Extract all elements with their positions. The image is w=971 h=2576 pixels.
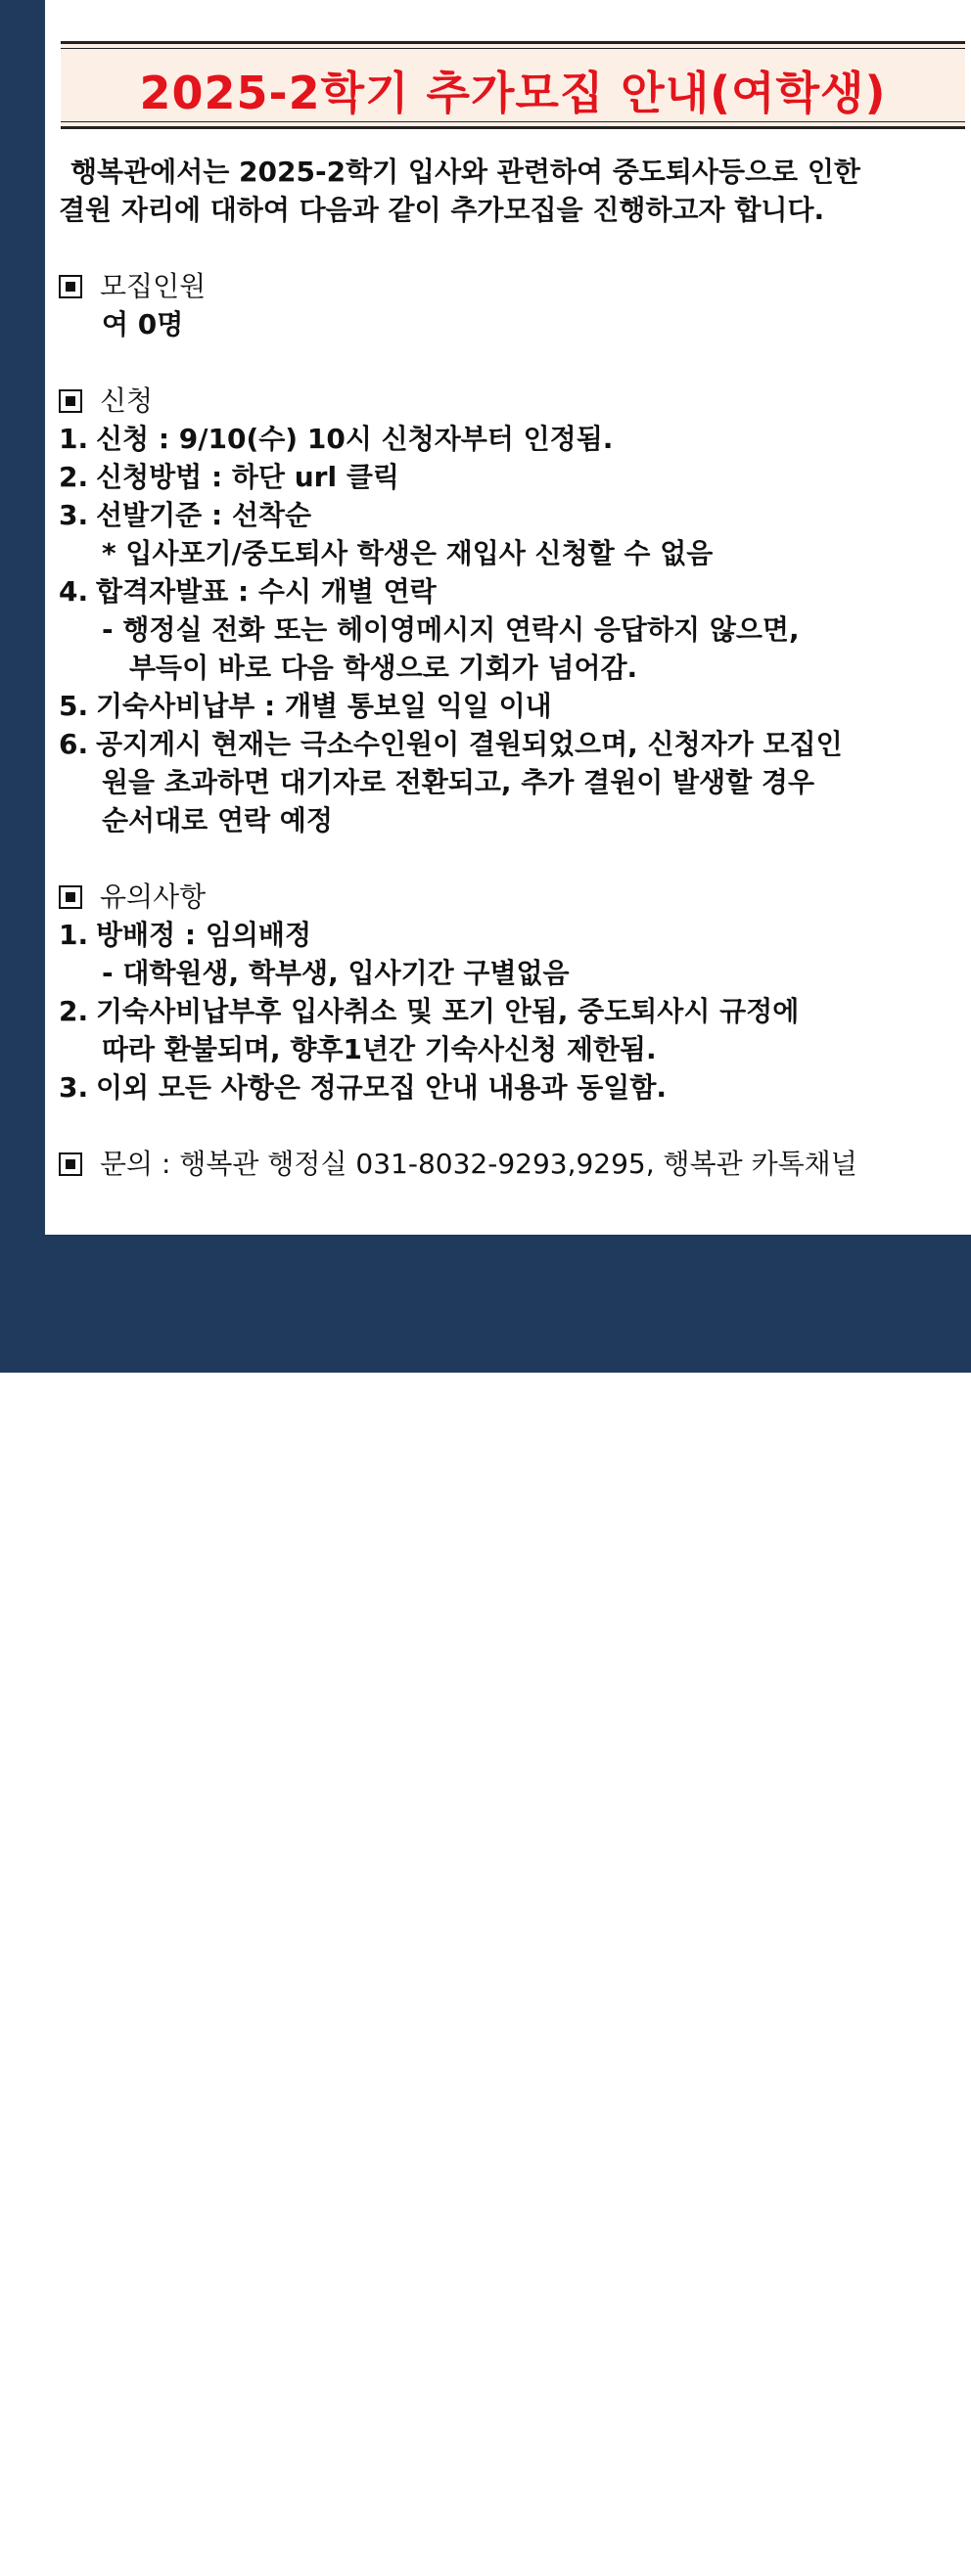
hall-name-english: Residence Hall Ⅲ <box>654 2545 876 2575</box>
contact-text: 문의 : 행복관 행정실 031-8032-9293,9295, 행복관 카톡채널 <box>100 1148 857 1180</box>
list-item: 3. 이외 모든 사항은 정규모집 안내 내용과 동일함. <box>59 1071 668 1104</box>
list-subitem: - 대학원생, 학부생, 입사기간 구별없음 <box>102 957 570 989</box>
section-recruit-heading <box>59 267 949 305</box>
recruit-value: 여 0명 <box>102 308 184 340</box>
notice-body <box>59 153 949 1183</box>
section-notes-title: 유의사항 <box>100 881 207 913</box>
square-bullet-icon <box>59 885 82 909</box>
section-notes-heading <box>59 878 949 916</box>
list-item: 2. 신청방법 : 하단 url 클릭 <box>59 461 399 493</box>
list-item: 3. 선발기준 : 선착순 <box>59 499 312 531</box>
list-item: 1. 방배정 : 임의배정 <box>59 919 312 951</box>
list-subitem: 따라 환불되며, 향후1년간 기숙사신청 제한됨. <box>102 1033 657 1065</box>
list-subitem: 순서대로 연락 예정 <box>102 804 333 836</box>
list-item: 1. 신청 : 9/10(수) 10시 신청자부터 인정됨. <box>59 423 614 455</box>
square-bullet-icon <box>59 1152 82 1176</box>
university-name-korean: 한양대학교 ERICA 캠퍼스 <box>82 2498 558 2543</box>
section-apply-title: 신청 <box>100 384 154 417</box>
intro-line-1: 행복관에서는 2025-2학기 입사와 관련하여 중도퇴사등으로 인한 <box>70 156 860 188</box>
contact-line <box>59 1145 949 1183</box>
hall-name-korean: 행 복 관 <box>654 2503 889 2540</box>
intro-line-2: 결원 자리에 대하여 다음과 같이 추가모집을 진행하고자 합니다. <box>59 194 825 226</box>
list-subitem: - 행정실 전화 또는 헤이영메시지 연락시 응답하지 않으면, <box>102 613 800 646</box>
university-name-english: HANYANG UNIVERSITY ERICA CAMPUS <box>88 2548 539 2574</box>
square-bullet-icon <box>59 389 82 413</box>
footer <box>0 1235 971 2575</box>
page-title: 2025-2학기 추가모집 안내(여학생) <box>139 67 887 119</box>
square-bullet-icon <box>59 275 82 298</box>
list-subitem: 원을 초과하면 대기자로 전환되고, 추가 결원이 발생할 경우 <box>102 766 815 798</box>
list-item: 2. 기숙사비납부후 입사취소 및 포기 안됨, 중도퇴사시 규정에 <box>59 995 800 1027</box>
list-item: 5. 기숙사비납부 : 개별 통보일 익일 이내 <box>59 690 552 722</box>
title-banner <box>61 41 965 129</box>
list-item: 4. 합격자발표 : 수시 개별 연락 <box>59 575 437 608</box>
list-subitem: 부득이 바로 다음 학생으로 기회가 넘어감. <box>129 652 638 684</box>
left-accent-bar <box>0 0 45 1235</box>
section-recruit-title: 모집인원 <box>100 270 207 302</box>
section-apply-heading <box>59 382 949 420</box>
list-subitem: * 입사포기/중도퇴사 학생은 재입사 신청할 수 없음 <box>102 537 714 569</box>
list-item: 6. 공지게시 현재는 극소수인원이 결원되었으며, 신청자가 모집인 <box>59 728 843 760</box>
